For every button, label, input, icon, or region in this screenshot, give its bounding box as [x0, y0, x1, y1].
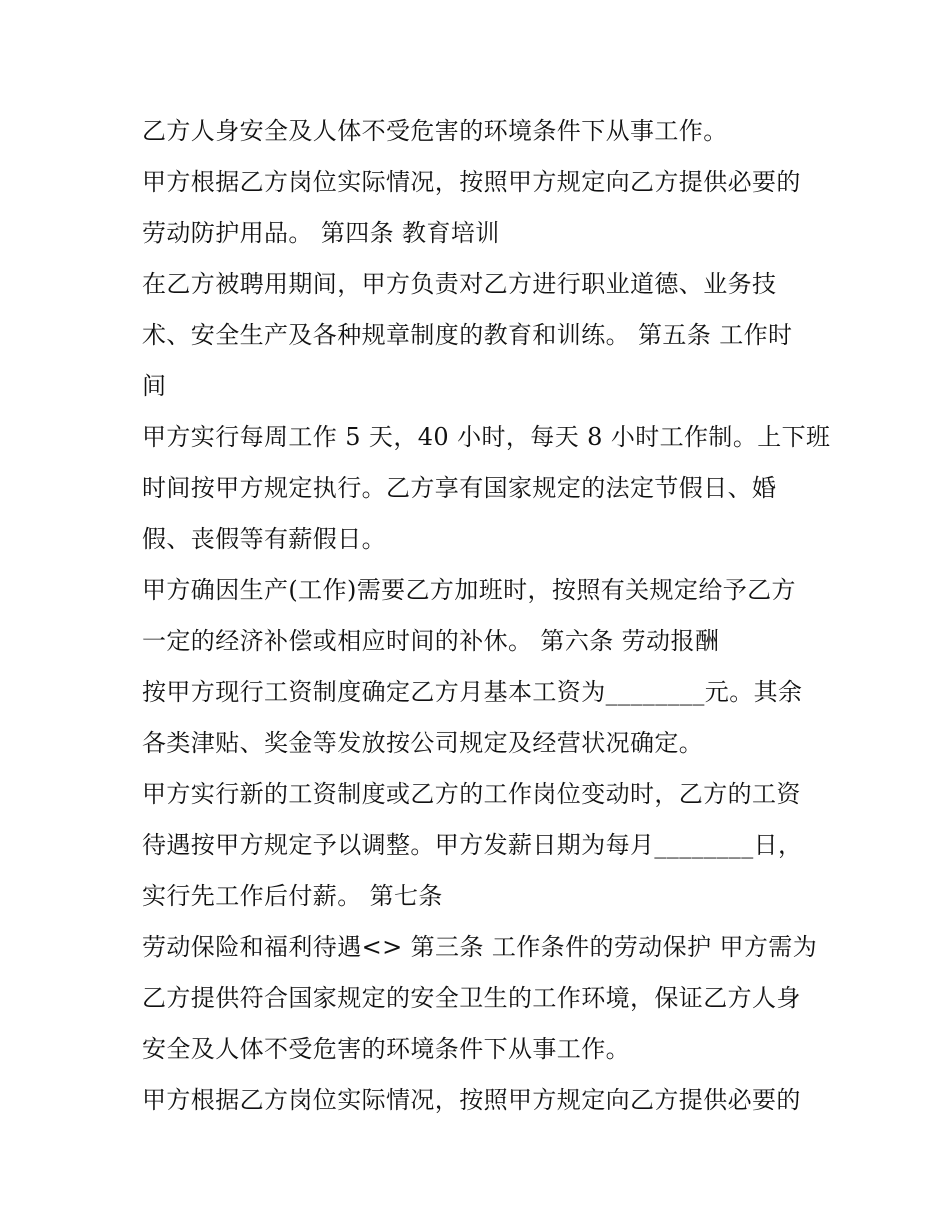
text-line: 实行先工作后付薪。 第七条 [142, 882, 443, 910]
text-line: 术、安全生产及各种规章制度的教育和训练。 第五条 工作时 [142, 321, 793, 349]
text-line: 甲方实行新的工资制度或乙方的工作岗位变动时，乙方的工资 [142, 780, 801, 808]
text-line: 按甲方现行工资制度确定乙方月基本工资为________元。其余 [142, 678, 803, 706]
document-body [142, 106, 831, 1126]
text-line: 甲方根据乙方岗位实际情况，按照甲方规定向乙方提供必要的 [142, 1086, 801, 1114]
text-line: 假、丧假等有薪假日。 [142, 525, 386, 553]
text-line: 待遇按甲方规定予以调整。甲方发薪日期为每月________日， [142, 831, 803, 859]
text-line: 甲方确因生产(工作)需要乙方加班时，按照有关规定给予乙方 [142, 576, 796, 604]
text-line: 各类津贴、奖金等发放按公司规定及经营状况确定。 [142, 729, 704, 757]
text-line: 一定的经济补偿或相应时间的补休。 第六条 劳动报酬 [142, 627, 720, 655]
text-line: 安全及人体不受危害的环境条件下从事工作。 [142, 1035, 630, 1063]
text-line: 在乙方被聘用期间，甲方负责对乙方进行职业道德、业务技 [142, 270, 777, 298]
text-line: 乙方提供符合国家规定的安全卫生的工作环境，保证乙方人身 [142, 984, 801, 1012]
text-line: 间 [142, 372, 167, 400]
text-line: 劳动防护用品。 第四条 教育培训 [142, 219, 500, 247]
text-line: 劳动保险和福利待遇<> 第三条 工作条件的劳动保护 甲方需为 [142, 933, 818, 961]
text-line: 时间按甲方规定执行。乙方享有国家规定的法定节假日、婚 [142, 474, 777, 502]
text-line: 甲方实行每周工作 5 天，40 小时，每天 8 小时工作制。上下班 [142, 423, 831, 451]
text-line: 乙方人身安全及人体不受危害的环境条件下从事工作。 [142, 117, 728, 145]
text-line: 甲方根据乙方岗位实际情况，按照甲方规定向乙方提供必要的 [142, 168, 801, 196]
